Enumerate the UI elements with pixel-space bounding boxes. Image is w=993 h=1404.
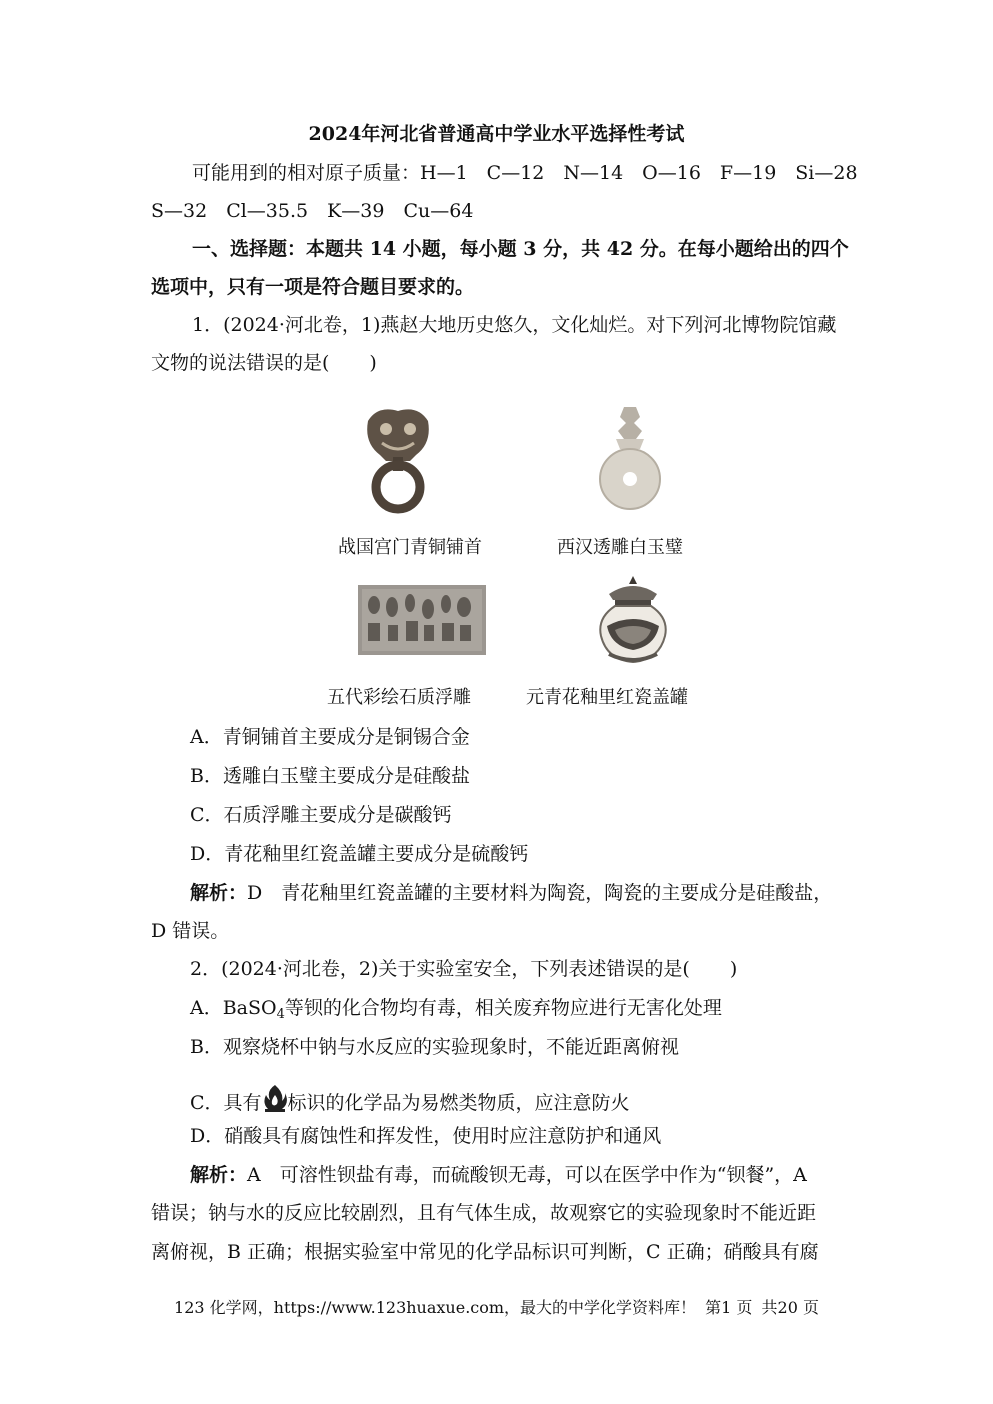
q1-stem-text: 文物的说法错误的是(: [151, 352, 330, 374]
footer-page-number: 第1 页: [705, 1298, 753, 1317]
section-heading-line2: 选项中，只有一项是符合题目要求的。: [151, 276, 475, 298]
q2-option-a-suffix: 等钡的化合物均有毒，相关废弃物应进行无害化处理: [284, 997, 722, 1019]
q1-stem-line1: 1．(2024·河北卷，1)燕赵大地历史悠久，文化灿烂。对下列河北博物院馆藏: [192, 314, 837, 336]
atomic-masses-line1: 可能用到的相对原子质量：H—1 C—12 N—14 O—16 F—19 Si—28: [192, 162, 858, 184]
q1-analysis-text: D 青花釉里红瓷盖罐的主要材料为陶瓷，陶瓷的主要成分是硅酸盐，: [247, 882, 833, 904]
caption-stone-relief: 五代彩绘石质浮雕: [327, 687, 471, 708]
q2-option-a: [190, 995, 722, 1028]
q2-option-a-subscript: 4: [276, 1007, 285, 1022]
q1-option-b: B．透雕白玉璧主要成分是硅酸盐: [190, 765, 470, 787]
q2-option-d: D．硝酸具有腐蚀性和挥发性，使用时应注意防护和通风: [190, 1125, 662, 1147]
section-heading-line1: 一、选择题：本题共 14 小题，每小题 3 分，共 42 分。在每小题给出的四个: [192, 238, 849, 260]
q2-paren-close: ): [729, 958, 738, 980]
q2-analysis-text: A 可溶性钡盐有毒，而硫酸钡无毒，可以在医学中作为“钡餐”，A: [247, 1164, 807, 1186]
page-footer: [0, 1297, 993, 1319]
q1-analysis-line1: [190, 880, 832, 906]
q2-analysis-line1: [190, 1162, 807, 1188]
q2-option-c-suffix: 标识的化学品为易燃类物质，应注意防火: [287, 1092, 630, 1114]
footer-page-total: 共20 页: [761, 1298, 819, 1317]
caption-jade-bi: 西汉透雕白玉璧: [557, 537, 683, 558]
q1-paren-close: ): [369, 352, 377, 374]
q2-option-c: [190, 1083, 630, 1116]
q2-option-a-prefix: A．BaSO: [190, 997, 277, 1019]
q2-analysis-line2: 错误；钠与水的反应比较剧烈，且有气体生成，故观察它的实验现象时不能近距: [151, 1202, 817, 1224]
q2-analysis-label: 解析：: [190, 1164, 248, 1186]
porcelain-jar-image: [595, 574, 671, 666]
stone-relief-image: [358, 585, 486, 655]
q2-option-b: B．观察烧杯中钠与水反应的实验现象时，不能近距离俯视: [190, 1036, 679, 1058]
footer-site: 123 化学网，https://www.123huaxue.com，最大的中学化学资料库！: [174, 1298, 697, 1317]
q2-stem: [190, 956, 737, 982]
jade-bi-image: [596, 403, 664, 515]
bronze-knocker-image: [360, 403, 436, 515]
q2-analysis-line3: 离俯视，B 正确；根据实验室中常见的化学品标识可判断，C 正确；硝酸具有腐: [151, 1241, 819, 1263]
caption-bronze-knocker: 战国宫门青铜铺首: [338, 537, 482, 558]
q1-option-c: C．石质浮雕主要成分是碳酸钙: [190, 804, 452, 826]
exam-title: 2024年河北省普通高中学业水平选择性考试: [308, 123, 685, 145]
q1-option-d: D．青花釉里红瓷盖罐主要成分是硫酸钙: [190, 843, 529, 865]
q1-analysis-label: 解析：: [190, 882, 248, 904]
q1-analysis-line2: D 错误。: [151, 920, 230, 942]
q2-option-c-prefix: C．具有: [190, 1092, 262, 1114]
atomic-masses-line2: S—32 Cl—35.5 K—39 Cu—64: [151, 200, 474, 222]
caption-porcelain-jar: 元青花釉里红瓷盖罐: [526, 687, 688, 708]
q2-stem-text: 2．(2024·河北卷，2)关于实验室安全，下列表述错误的是(: [190, 958, 690, 980]
flame-hazard-icon: [262, 1083, 288, 1113]
q1-stem-line2: [151, 350, 377, 376]
q1-option-a: A．青铜铺首主要成分是铜锡合金: [190, 726, 470, 748]
